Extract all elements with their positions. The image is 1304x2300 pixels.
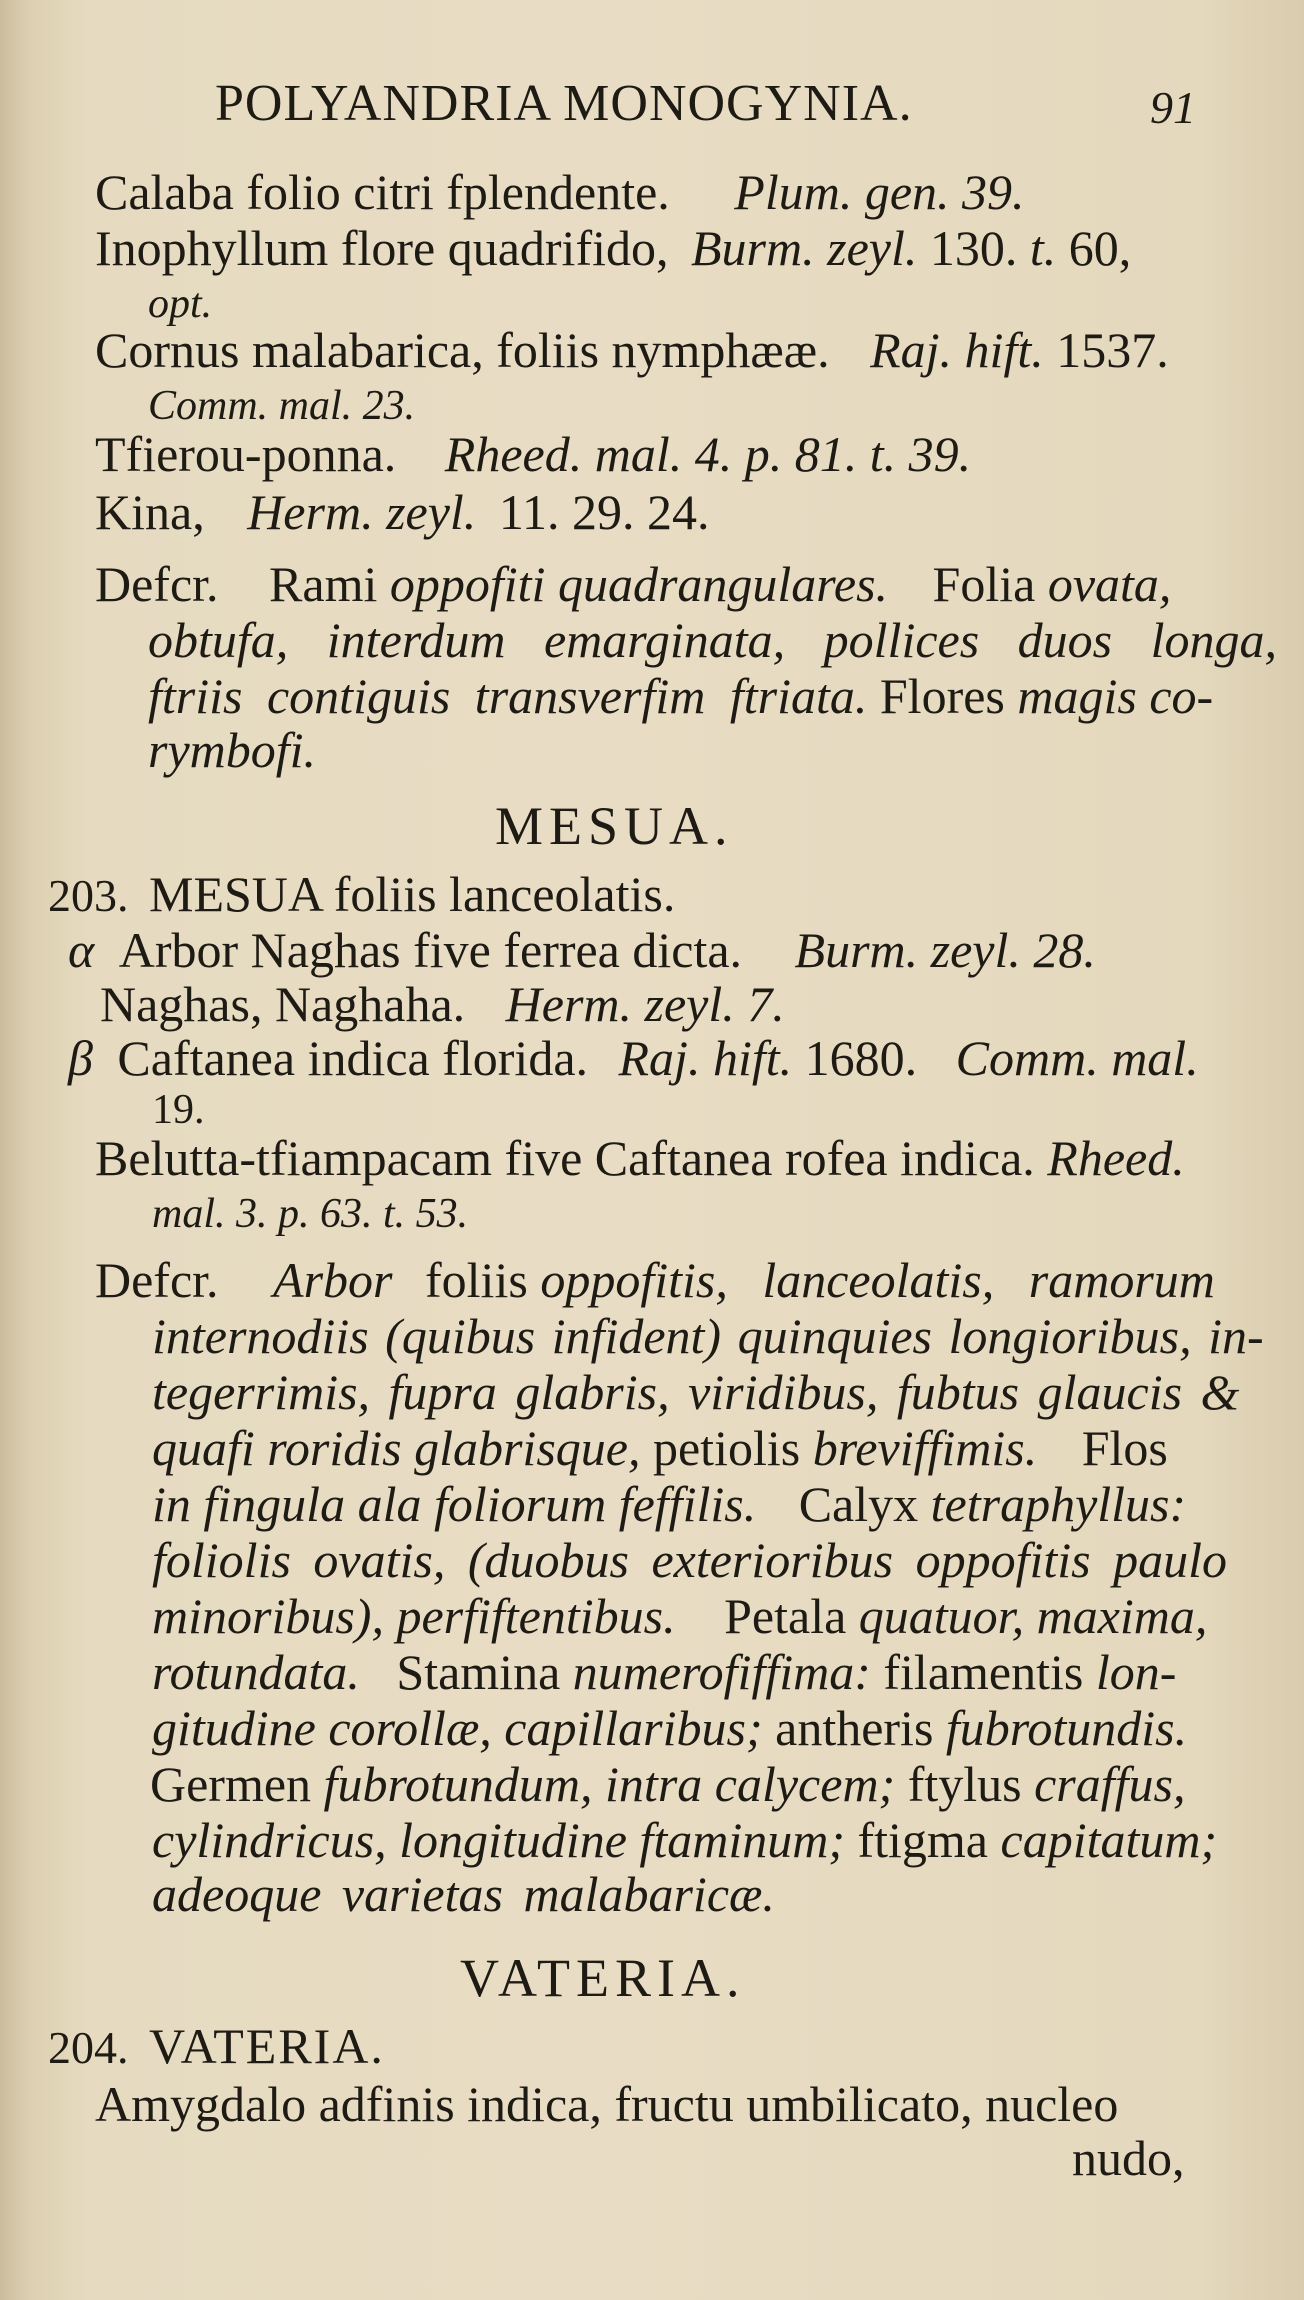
description-text: lon-	[1095, 1644, 1177, 1700]
synonym-line: Amygdalo adfinis indica, fructu umbilicato, nucleo	[95, 2076, 1119, 2132]
description-text: rotundata.	[152, 1644, 360, 1700]
species-name: VATERIA.	[149, 2018, 385, 2074]
description-line	[148, 668, 1213, 724]
variety-marker: β	[68, 1030, 93, 1086]
description-text: tetraphyllus:	[930, 1476, 1187, 1532]
description-text: ftigma	[857, 1812, 988, 1868]
description-text: in fingula ala foliorum feffilis.	[152, 1476, 757, 1532]
description-text: ftylus	[907, 1756, 1022, 1812]
citation-continuation: 19.	[152, 1087, 205, 1133]
description-line	[152, 1588, 1207, 1644]
citation: Plum. gen. 39.	[734, 164, 1025, 220]
description-text: fubrotundum, intra calycem;	[323, 1756, 896, 1812]
description-text: Arbor	[273, 1252, 393, 1308]
synonym-name: Inophyllum flore quadrifido,	[95, 220, 669, 276]
description-text: quafi roridis glabrisque,	[152, 1420, 641, 1476]
description-text: Germen	[150, 1756, 312, 1812]
synonym-name: Tfierou-ponna.	[95, 426, 397, 482]
description-text: oppofiti quadrangulares.	[389, 556, 889, 612]
description-text: oppofitis, lanceolatis, ramorum	[540, 1252, 1215, 1308]
species-name: MESUA foliis lanceolatis.	[149, 866, 676, 922]
description-line	[150, 1756, 1186, 1812]
description-text: Flos	[1081, 1420, 1168, 1476]
description-line: rymbofi.	[148, 722, 317, 778]
citation: Herm. zeyl. 7.	[505, 976, 785, 1032]
description-text: antheris	[775, 1700, 934, 1756]
synonym-line	[100, 976, 785, 1032]
description-line	[152, 1476, 1186, 1532]
species-number: 203.	[48, 870, 129, 921]
description-text: breviffimis.	[812, 1420, 1038, 1476]
citation: Rheed.	[1047, 1130, 1185, 1186]
citation-number: 130.	[929, 220, 1018, 276]
synonym-name: Calaba folio citri fplendente.	[95, 164, 670, 220]
description-line: adeoque varietas malabaricæ.	[152, 1866, 775, 1922]
description-text: quatuor, maxima,	[858, 1588, 1208, 1644]
catchword: nudo,	[1072, 2130, 1185, 2186]
synonym-name: Cornus malabarica, foliis nymphææ.	[95, 322, 830, 378]
species-entry	[48, 866, 675, 924]
description-text: filamentis	[883, 1644, 1084, 1700]
description-text: Folia	[932, 556, 1036, 612]
citation: Raj. hift.	[870, 322, 1044, 378]
synonym-name: Caftanea indica florida.	[117, 1030, 589, 1086]
description-text: Rami	[269, 556, 378, 612]
synonym-line	[95, 484, 709, 540]
description-line: obtufa, interdum emarginata, pollices duos longa,	[148, 612, 1278, 668]
description-text: petiolis	[652, 1420, 801, 1476]
citation: Rheed. mal. 4. p. 81. t. 39.	[444, 426, 972, 482]
description-text: ftriis contiguis transverfim ftriata.	[148, 668, 868, 724]
description-text: capitatum;	[1000, 1812, 1218, 1868]
citation-number: 1537.	[1056, 322, 1169, 378]
description-text: Flores	[879, 668, 1005, 724]
synonym-line	[68, 922, 1096, 978]
description-line: internodiis (quibus infident) quinquies longioribus, in-	[152, 1308, 1264, 1364]
description-text: gitudine corollæ, capillaribus;	[152, 1700, 763, 1756]
description-text: cylindricus, longitudine ftaminum;	[152, 1812, 845, 1868]
synonym-line	[95, 1130, 1185, 1186]
description-text: magis co-	[1017, 668, 1214, 724]
species-entry	[48, 2018, 385, 2076]
synonym-line	[95, 322, 1169, 378]
section-heading: MESUA.	[495, 796, 734, 856]
citation: t.	[1029, 220, 1057, 276]
description-text: Calyx	[798, 1476, 919, 1532]
synonym-line	[95, 220, 1131, 276]
page-number: 91	[1150, 82, 1196, 133]
citation-continuation: Comm. mal. 23.	[148, 383, 416, 429]
species-number: 204.	[48, 2022, 129, 2073]
synonym-name: Arbor Naghas five ferrea dicta.	[118, 922, 743, 978]
description-line	[152, 1700, 1187, 1756]
citation: Burm. zeyl. 28.	[794, 922, 1096, 978]
description-label: Defcr.	[95, 1252, 219, 1308]
description-text: craffus,	[1034, 1756, 1186, 1812]
section-heading: VATERIA.	[460, 1948, 746, 2008]
description-line: tegerrimis, fupra glabris, viridibus, fubtus glaucis &	[152, 1364, 1240, 1420]
description-text: minoribus), perfiftentibus.	[152, 1588, 676, 1644]
synonym-line	[95, 164, 1025, 220]
description-text: ovata,	[1047, 556, 1172, 612]
citation-continuation: opt.	[148, 281, 213, 327]
citation: Comm. mal.	[955, 1030, 1199, 1086]
synonym-name: Belutta-tfiampacam five Caftanea rofea indica.	[95, 1130, 1035, 1186]
running-header: POLYANDRIA MONOGYNIA.	[215, 75, 913, 132]
synonym-name: Naghas, Naghaha.	[100, 976, 466, 1032]
synonym-line	[95, 426, 971, 482]
description-text: Petala	[724, 1588, 847, 1644]
description-line: foliolis ovatis, (duobus exterioribus oppofitis paulo	[152, 1532, 1227, 1588]
citation-number: 11. 29. 24.	[498, 484, 710, 540]
synonym-line	[68, 1030, 1199, 1086]
description-line	[152, 1420, 1168, 1476]
citation-number: 60,	[1068, 220, 1132, 276]
synonym-name: Kina,	[95, 484, 205, 540]
citation: zeyl.	[827, 220, 918, 276]
variety-marker: α	[68, 922, 95, 978]
description-line	[95, 1252, 1215, 1308]
citation-continuation: mal. 3. p. 63. t. 53.	[152, 1191, 469, 1237]
description-text: numerofiffima:	[572, 1644, 871, 1700]
citation: Burm.	[691, 220, 815, 276]
citation: Herm. zeyl.	[247, 484, 477, 540]
description-line	[152, 1644, 1176, 1700]
description-line	[95, 556, 1171, 612]
citation: Raj. hift.	[618, 1030, 793, 1086]
description-text: foliis	[425, 1252, 528, 1308]
description-text: Stamina	[396, 1644, 561, 1700]
description-label: Defcr.	[95, 556, 219, 612]
description-text: fubrotundis.	[945, 1700, 1188, 1756]
citation-number: 1680.	[804, 1030, 918, 1086]
description-line	[152, 1812, 1217, 1868]
